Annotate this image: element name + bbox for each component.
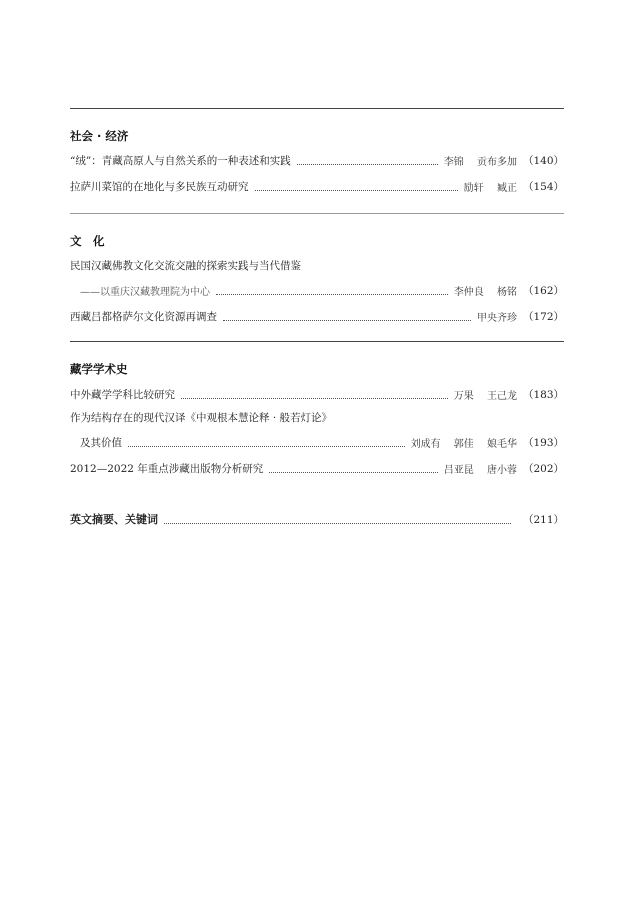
- dot-leader: [216, 294, 448, 295]
- dot-leader: [255, 190, 458, 191]
- appendix-title: 英文摘要、关键词: [70, 513, 158, 526]
- toc-entry[interactable]: [70, 434, 564, 450]
- section-divider: [70, 213, 564, 214]
- toc-entry-title: “绒”：青藏高原人与自然关系的一种表述和实践: [70, 155, 291, 167]
- top-rule: [70, 108, 564, 109]
- toc-entry[interactable]: [70, 178, 564, 194]
- toc-entry-subtitle: ——以重庆汉藏教理院为中心: [80, 287, 210, 298]
- toc-entry[interactable]: [70, 282, 564, 298]
- section-heading-society-economy: 社会 · 经济: [70, 129, 129, 143]
- toc-entry-title-continuation: 及其价值: [80, 437, 122, 449]
- toc-entry-authors: 李锦 贡布多加: [443, 157, 517, 168]
- toc-entry-page: （202）: [522, 463, 564, 475]
- toc-entry-page: （140）: [522, 155, 564, 167]
- toc-entry-page: （154）: [522, 181, 564, 193]
- dot-leader: [223, 320, 471, 321]
- appendix-page: （211）: [522, 514, 564, 526]
- toc-entry[interactable]: [70, 308, 564, 324]
- dot-leader: [297, 164, 438, 165]
- dot-leader: [269, 472, 437, 473]
- toc-entry-appendix[interactable]: [70, 511, 564, 527]
- toc-entry-page: （183）: [522, 389, 564, 401]
- section-heading-academic-history: 藏学学术史: [70, 362, 128, 376]
- toc-entry-authors: 甲央齐珍: [476, 313, 517, 324]
- toc-entry-authors: 李仲良 杨铭: [453, 287, 517, 298]
- toc-entry[interactable]: [70, 386, 564, 402]
- toc-entry-title-line[interactable]: 作为结构存在的现代汉译《中观根本慧论释 · 般若灯论》: [70, 412, 333, 424]
- toc-entry-authors: 励轩 臧正: [463, 183, 517, 194]
- dot-leader: [128, 446, 405, 447]
- toc-entry[interactable]: [70, 460, 564, 476]
- toc-entry-authors: 刘成有 郭佳 娘毛华: [410, 439, 517, 450]
- section-divider: [70, 341, 564, 342]
- toc-entry-page: （172）: [522, 311, 564, 323]
- toc-entry-title-line[interactable]: 民国汉藏佛教文化交流交融的探索实践与当代借鉴: [70, 260, 301, 272]
- toc-entry-page: （162）: [522, 285, 564, 297]
- toc-entry-title: 2012—2022 年重点涉藏出版物分析研究: [70, 463, 264, 475]
- toc-entry-title: 中外藏学学科比较研究: [70, 389, 175, 401]
- toc-entry-page: （193）: [522, 437, 564, 449]
- toc-entry-authors: 吕亚昆 唐小蓉: [443, 465, 517, 476]
- toc-entry[interactable]: [70, 152, 564, 168]
- dot-leader: [164, 523, 511, 524]
- section-heading-culture: 文 化: [70, 234, 105, 248]
- toc-entry-title: 西藏吕都格萨尔文化资源再调查: [70, 311, 217, 323]
- toc-entry-authors: 万果 王己龙: [453, 391, 517, 402]
- toc-entry-title: 拉萨川菜馆的在地化与多民族互动研究: [70, 181, 249, 193]
- dot-leader: [181, 398, 448, 399]
